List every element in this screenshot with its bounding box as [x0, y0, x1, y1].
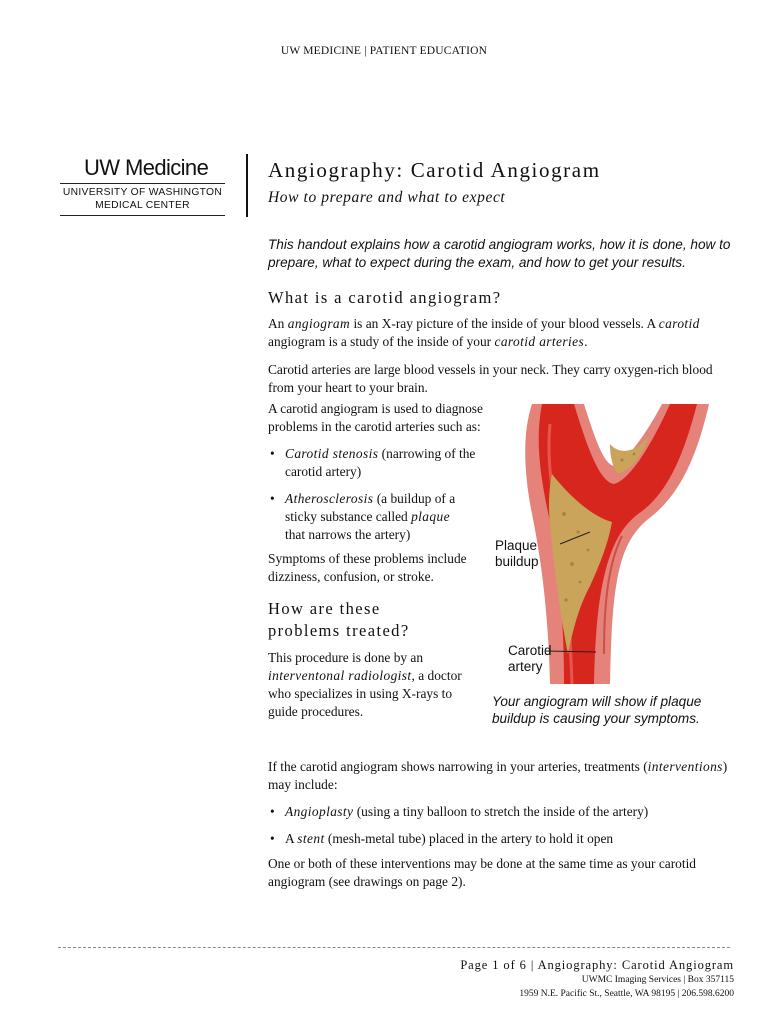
- intervention-list: [268, 803, 738, 848]
- label-carotid-artery: Carotid artery: [508, 643, 552, 674]
- paragraph-used-to-diagnose: A carotid angiogram is used to diagnose problems in the carotid arteries such as:: [268, 401, 483, 434]
- top-header-label: UW MEDICINE | PATIENT EDUCATION: [280, 45, 488, 57]
- section-interventions: [268, 758, 738, 891]
- footer-page-line: Page 1 of 6 | Angiography: Carotid Angiogram: [460, 958, 734, 972]
- section-heading-what-is: What is a carotid angiogram?: [268, 288, 502, 307]
- section-what-is: [268, 287, 738, 397]
- diagnosis-list: [268, 445, 483, 544]
- title-vertical-divider: [246, 154, 248, 217]
- list-item: • A stent (mesh-metal tube) placed in the artery to hold it open: [270, 831, 614, 846]
- paragraph-carotid-arteries: Carotid arteries are large blood vessels in your neck. They carry oxygen-rich blood from your heart to your brain.: [268, 362, 713, 395]
- left-column: [268, 400, 483, 721]
- bullet-icon: •: [270, 446, 275, 461]
- document-subtitle: How to prepare and what to expect: [268, 189, 506, 206]
- list-item: • Angioplasty (using a tiny balloon to stretch the inside of the artery): [270, 804, 649, 819]
- paragraph-same-time: One or both of these interventions may be done at the same time as your carotid angiogram (see drawings on page 2).: [268, 856, 697, 889]
- uw-medicine-logo: [60, 156, 225, 219]
- paragraph-treatments: If the carotid angiogram shows narrowing in your arteries, treatments (interventions) may include:: [268, 759, 728, 792]
- figure-caption: Your angiogram will show if plaque buildup is causing your symptoms.: [492, 694, 702, 726]
- label-plaque-buildup: Plaque buildup: [495, 538, 539, 569]
- intro-paragraph: This handout explains how a carotid angiogram works, how it is done, how to prepare, what to expect during the exam, and how to get your results.: [268, 237, 731, 270]
- document-title: Angiography: Carotid Angiogram: [268, 158, 601, 182]
- logo-line-2: MEDICAL CENTER: [95, 199, 190, 211]
- bullet-icon: •: [270, 804, 275, 819]
- bullet-icon: •: [270, 831, 275, 846]
- logo-divider-bottom: [60, 215, 225, 216]
- paragraph-symptoms: Symptoms of these problems include dizziness, confusion, or stroke.: [268, 551, 467, 584]
- footer-department: UWMC Imaging Services | Box 357115: [581, 975, 734, 985]
- paragraph-angiogram-definition: An angiogram is an X-ray picture of the inside of your blood vessels. A carotid angiogram is a study of the inside of your carotid arteries.: [268, 316, 700, 349]
- list-item: • Atherosclerosis (a buildup of a sticky substance called plaque that narrows the artery): [270, 491, 456, 542]
- section-heading-treatment: How are these problems treated?: [268, 599, 410, 640]
- paragraph-radiologist: This procedure is done by an interventonal radiologist, a doctor who specializes in using X-rays to guide procedures.: [268, 650, 462, 719]
- logo-divider: [60, 183, 225, 184]
- bullet-icon: •: [270, 491, 275, 506]
- footer-address: 1959 N.E. Pacific St., Seattle, WA 98195 | 206.598.6200: [519, 989, 734, 999]
- logo-line-1: UNIVERSITY OF WASHINGTON: [62, 187, 223, 198]
- logo-wordmark: UW Medicine: [84, 155, 209, 180]
- footer-divider: [58, 947, 730, 948]
- list-item: • Carotid stenosis (narrowing of the carotid artery): [270, 446, 476, 479]
